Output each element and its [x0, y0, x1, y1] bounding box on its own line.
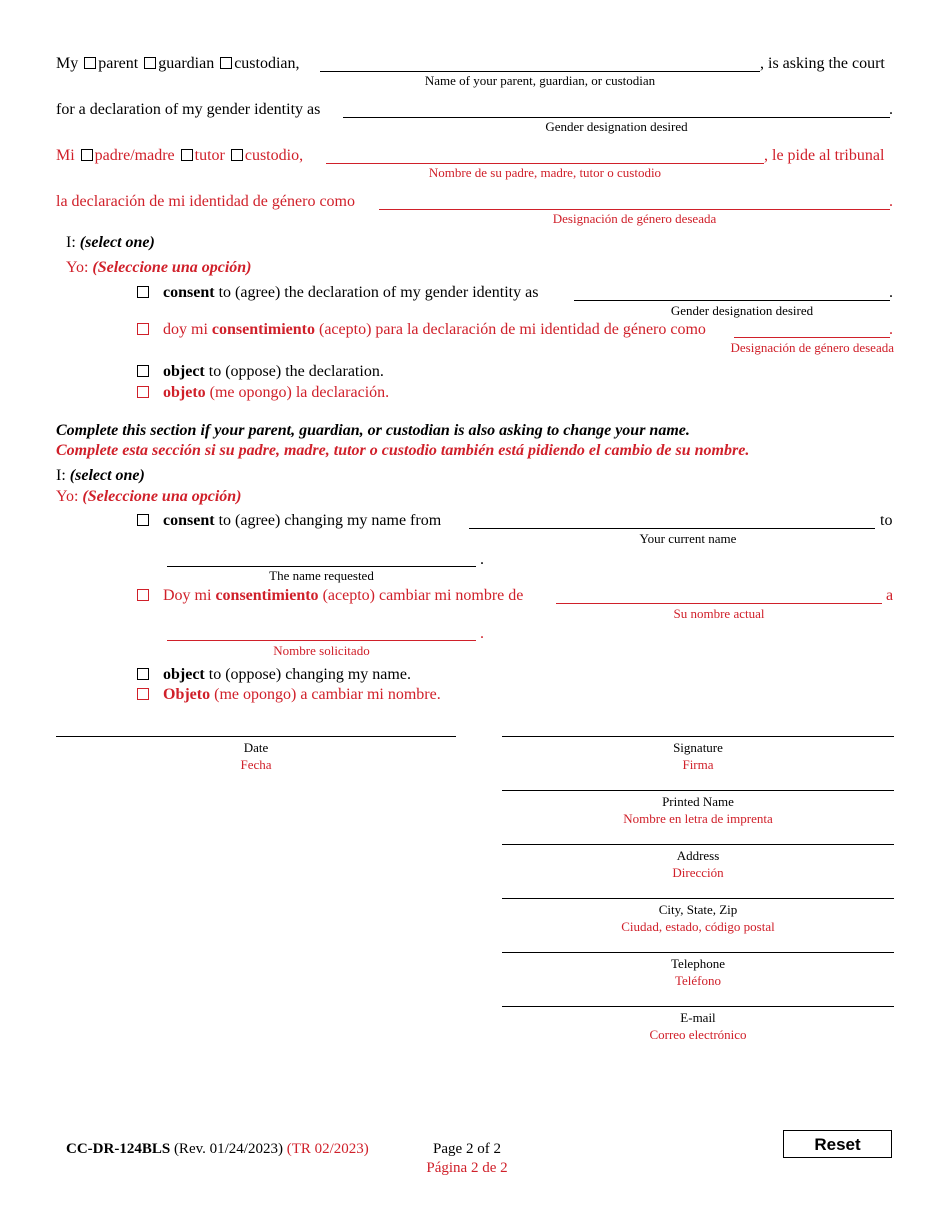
padre-checkbox[interactable]: [81, 149, 93, 161]
consent-name-option-es: Doy mi consentimiento (acepto) cambiar mi nombre de: [135, 587, 523, 605]
gender-designation-field-es[interactable]: [379, 209, 890, 210]
telephone-label: Telephone Teléfono: [671, 956, 725, 988]
object-name-option-es: Objeto (me opongo) a cambiar mi nombre.: [135, 686, 441, 704]
address-label: Address Dirección: [672, 848, 724, 880]
parent-name-field[interactable]: [320, 71, 760, 72]
consent-declaration-checkbox[interactable]: [137, 286, 149, 298]
select-one-label-2-es: Yo: (Seleccione una opción): [56, 488, 242, 505]
email-label: E-mail Correo electrónico: [649, 1010, 747, 1042]
custodio-checkbox[interactable]: [231, 149, 243, 161]
parent-selection-line: My parent guardian custodian,: [56, 55, 300, 72]
object-name-checkbox[interactable]: [137, 668, 149, 680]
consent-declaration-checkbox-es[interactable]: [137, 323, 149, 335]
tutor-checkbox[interactable]: [181, 149, 193, 161]
requested-name-field[interactable]: [167, 566, 476, 567]
select-one-label-es: Yo: (Seleccione una opción): [66, 259, 252, 276]
object-name-checkbox-es[interactable]: [137, 688, 149, 700]
object-declaration-option-es: objeto (me opongo) la declaración.: [135, 384, 389, 402]
current-name-field-es[interactable]: [556, 603, 882, 604]
name-section-heading-es: Complete esta sección si su padre, madre, tutor o custodio también está pidiendo el cambio de su nombre.: [56, 442, 750, 459]
signature-label: Signature Firma: [673, 740, 723, 772]
requested-name-field-es[interactable]: [167, 640, 476, 641]
gender-designation-field[interactable]: [343, 117, 890, 118]
object-declaration-option: object to (oppose) the declaration.: [135, 363, 384, 381]
parent-name-caption: Name of your parent, guardian, or custodian: [424, 73, 656, 88]
consent-name-checkbox[interactable]: [137, 514, 149, 526]
form-id: CC-DR-124BLS (Rev. 01/24/2023) (TR 02/2023): [66, 1141, 369, 1157]
signature-field[interactable]: [502, 736, 894, 737]
asking-court-text: , is asking the court: [760, 55, 885, 72]
printed-name-field[interactable]: [502, 790, 894, 791]
consent-name-checkbox-es[interactable]: [137, 589, 149, 601]
current-name-field[interactable]: [469, 528, 875, 529]
guardian-checkbox[interactable]: [144, 57, 156, 69]
page-number: Page 2 of 2 Página 2 de 2: [426, 1141, 508, 1176]
address-field[interactable]: [502, 844, 894, 845]
consent-declaration-option: consent to (agree) the declaration of my gender identity as: [135, 284, 538, 302]
consent-gender-field[interactable]: [574, 300, 890, 301]
city-state-zip-label: City, State, Zip Ciudad, estado, código postal: [621, 902, 775, 934]
declaration-text: for a declaration of my gender identity as: [56, 101, 321, 118]
city-state-zip-field[interactable]: [502, 898, 894, 899]
parent-checkbox[interactable]: [84, 57, 96, 69]
date-label: Date Fecha: [240, 740, 272, 772]
select-one-label-2: I: (select one): [56, 467, 145, 484]
select-one-label: I: (select one): [66, 234, 155, 251]
printed-name-label: Printed Name Nombre en letra de imprenta: [623, 794, 773, 826]
consent-name-option: consent to (agree) changing my name from: [135, 512, 441, 530]
email-field[interactable]: [502, 1006, 894, 1007]
parent-selection-line-es: Mi padre/madre tutor custodio,: [56, 147, 304, 164]
object-declaration-checkbox-es[interactable]: [137, 386, 149, 398]
date-field[interactable]: [56, 736, 456, 737]
object-name-option: object to (oppose) changing my name.: [135, 666, 411, 684]
consent-gender-field-es[interactable]: [734, 337, 890, 338]
name-section-heading: Complete this section if your parent, guardian, or custodian is also asking to change your name.: [56, 422, 690, 439]
reset-button[interactable]: Reset: [783, 1130, 892, 1158]
custodian-checkbox[interactable]: [220, 57, 232, 69]
telephone-field[interactable]: [502, 952, 894, 953]
gender-designation-caption: Gender designation desired: [545, 119, 688, 134]
consent-declaration-option-es: doy mi consentimiento (acepto) para la declaración de mi identidad de género como: [135, 321, 706, 339]
object-declaration-checkbox[interactable]: [137, 365, 149, 377]
parent-name-field-es[interactable]: [326, 163, 764, 164]
